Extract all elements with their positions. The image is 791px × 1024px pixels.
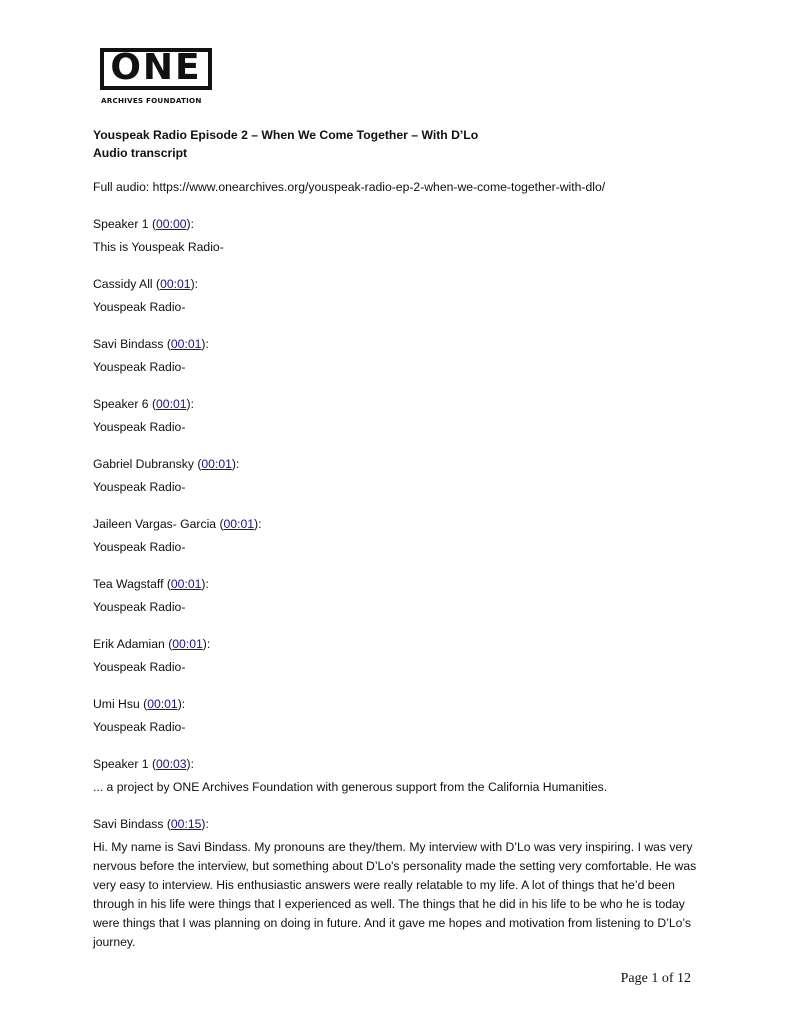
- speaker-name: Speaker 1: [93, 217, 149, 231]
- utterance-text: Youspeak Radio-: [93, 300, 186, 314]
- speaker-line: [93, 755, 705, 774]
- paren-close: ):: [202, 637, 211, 651]
- page-number: Page 1 of 12: [620, 971, 691, 986]
- paren-close: ):: [201, 817, 209, 831]
- paren-open: (: [163, 577, 171, 591]
- utterance-text: Youspeak Radio-: [93, 720, 186, 734]
- speaker-name: Savi Bindass: [93, 817, 164, 831]
- speaker-line: [93, 395, 705, 414]
- timestamp-link[interactable]: 00:15: [170, 817, 202, 831]
- transcript-entry: [93, 215, 705, 256]
- timestamp-link[interactable]: 00:01: [156, 397, 187, 411]
- paren-open: (: [216, 517, 224, 531]
- speaker-line: [93, 455, 705, 474]
- speaker-name: Cassidy All: [93, 277, 153, 291]
- utterance-text: Hi. My name is Savi Bindass. My pronouns are they/them. My interview with D’Lo was very inspiring. I was very nervous before the interview, but something about D’Lo's personality made the setting very comfortable. He was very easy to interview. His enthusiastic answers were really relatable to my life. A lot of things that he’d been through in his life were things that I experienced as well. The things that he did in his life to be who he is today were things that I was planning on doing in future. And it gave me hopes and motivation from listening to D’Lo’s journey.: [93, 840, 697, 949]
- paren-open: (: [163, 337, 171, 351]
- transcript-entry: [93, 395, 705, 436]
- transcript-entry: [93, 275, 705, 316]
- timestamp-link[interactable]: 00:00: [156, 217, 187, 231]
- paren-close: ):: [201, 577, 209, 591]
- speaker-line: [93, 575, 705, 594]
- speaker-name: Tea Wagstaff: [93, 577, 164, 591]
- speaker-name: Erik Adamian: [93, 637, 165, 651]
- timestamp-link[interactable]: 00:01: [201, 457, 232, 471]
- speaker-name: Jaileen Vargas- Garcia: [93, 517, 217, 531]
- document-body: [93, 126, 705, 952]
- speaker-line: [93, 215, 705, 234]
- document-title: Youspeak Radio Episode 2 – When We Come Together – With D’Lo: [93, 128, 479, 142]
- timestamp-link[interactable]: 00:01: [160, 277, 191, 291]
- paren-open: (: [152, 277, 161, 291]
- paren-open: (: [163, 817, 171, 831]
- utterance-text: Youspeak Radio-: [93, 660, 186, 674]
- speaker-line: [93, 815, 705, 834]
- logo-subtitle: ARCHIVES FOUNDATION: [101, 96, 202, 105]
- timestamp-link[interactable]: 00:01: [172, 637, 203, 651]
- timestamp-link[interactable]: 00:01: [223, 517, 255, 531]
- paren-open: (: [148, 397, 157, 411]
- paren-close: ):: [177, 697, 186, 711]
- utterance-text: This is Youspeak Radio-: [93, 240, 224, 254]
- paren-open: (: [139, 697, 148, 711]
- speaker-line: [93, 695, 705, 714]
- logo-main-text: ONE: [110, 47, 202, 88]
- transcript-entry: [93, 455, 705, 496]
- full-audio-link: Full audio: https://www.onearchives.org/youspeak-radio-ep-2-when-we-come-together-with-dlo/: [93, 180, 606, 194]
- paren-close: ):: [186, 217, 194, 231]
- transcript-entry: [93, 575, 705, 616]
- speaker-name: Speaker 6: [93, 397, 149, 411]
- paren-open: (: [148, 217, 157, 231]
- transcript-entry: [93, 335, 705, 376]
- paren-close: ):: [186, 397, 194, 411]
- utterance-text: Youspeak Radio-: [93, 360, 186, 374]
- transcript-entries: [93, 215, 705, 952]
- transcript-entry: [93, 755, 705, 796]
- utterance-text: Youspeak Radio-: [93, 480, 186, 494]
- paren-close: ):: [190, 277, 199, 291]
- speaker-name: Gabriel Dubransky: [93, 457, 194, 471]
- speaker-name: Savi Bindass: [93, 337, 164, 351]
- transcript-entry: [93, 635, 705, 676]
- document-subtitle: Audio transcript: [93, 146, 188, 160]
- speaker-line: [93, 515, 705, 534]
- speaker-line: [93, 635, 705, 654]
- speaker-line: [93, 275, 705, 294]
- utterance-text: ... a project by ONE Archives Foundation with generous support from the California Humanities.: [93, 780, 608, 794]
- paren-open: (: [148, 757, 157, 771]
- paren-close: ):: [231, 457, 240, 471]
- paren-close: ):: [186, 757, 194, 771]
- speaker-name: Umi Hsu: [93, 697, 140, 711]
- utterance-text: Youspeak Radio-: [93, 420, 186, 434]
- paren-close: ):: [201, 337, 209, 351]
- speaker-name: Speaker 1: [93, 757, 149, 771]
- utterance-text: Youspeak Radio-: [93, 540, 186, 554]
- speaker-line: [93, 335, 705, 354]
- timestamp-link[interactable]: 00:03: [156, 757, 187, 771]
- transcript-entry: [93, 515, 705, 556]
- one-archives-logo: [100, 48, 222, 105]
- transcript-entry: [93, 815, 705, 952]
- paren-open: (: [164, 637, 173, 651]
- timestamp-link[interactable]: 00:01: [170, 577, 202, 591]
- paren-close: ):: [254, 517, 262, 531]
- utterance-text: Youspeak Radio-: [93, 600, 186, 614]
- logo-box: [100, 48, 212, 90]
- timestamp-link[interactable]: 00:01: [170, 337, 202, 351]
- title-block: [93, 126, 705, 162]
- paren-open: (: [193, 457, 202, 471]
- timestamp-link[interactable]: 00:01: [147, 697, 178, 711]
- transcript-entry: [93, 695, 705, 736]
